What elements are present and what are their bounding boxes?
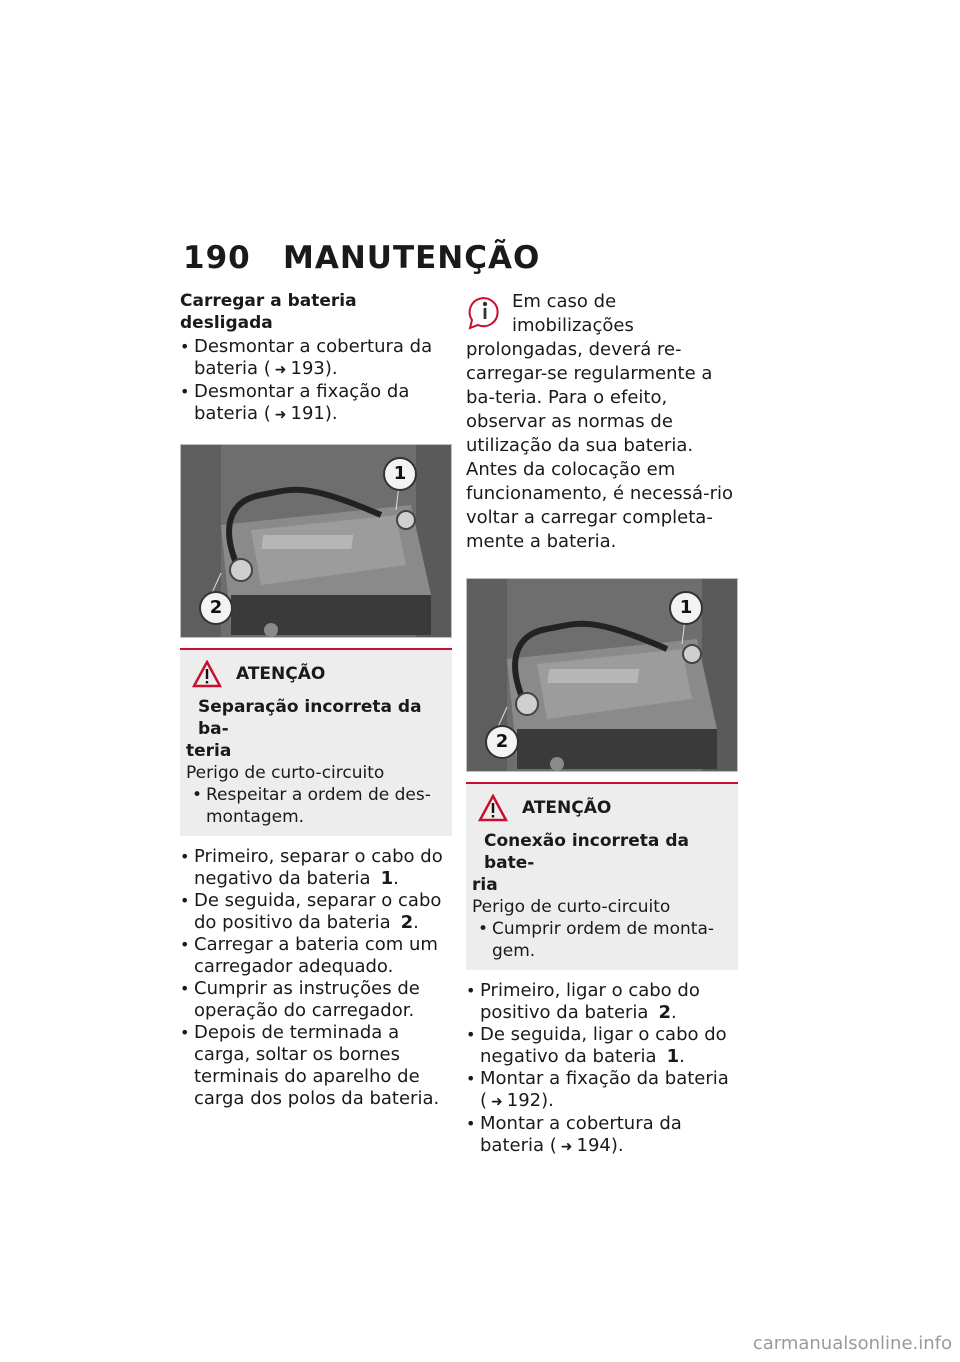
list-item: • Montar a fixação da bateria ( ➜ 192).	[466, 1068, 738, 1113]
list-item: • De seguida, separar o cabo do positivo da bateria 2.	[180, 890, 452, 934]
warning-description: Perigo de curto-circuito	[472, 897, 671, 917]
list-item: • De seguida, ligar o cabo do negativo da bateria 1.	[466, 1024, 738, 1068]
list-item: • Respeitar a ordem de des-montagem.	[192, 784, 446, 828]
warning-label: ATENÇÃO	[522, 798, 612, 818]
warning-title-cont: teria	[186, 741, 232, 761]
page-number: 190	[183, 240, 251, 276]
info-note: Em caso de imobilizações prolongadas, deverá re-carregar-se regularmente a ba-teria. Para o efeito, observar as normas de utilização da sua bateria. Antes da colocação em funcionamento, é necessá-rio voltar a carregar completa-mente a bateria.	[466, 291, 733, 552]
right-column	[466, 290, 738, 1158]
list-item: • Primeiro, ligar o cabo do positivo da bateria 2.	[466, 980, 738, 1024]
callout-2: 2	[485, 725, 519, 759]
left-column	[180, 290, 452, 1110]
battery-figure-right	[466, 578, 738, 772]
watermark: carmanualsonline.info	[752, 1333, 952, 1354]
warning-box	[180, 648, 452, 836]
page-title: MANUTENÇÃO	[283, 240, 541, 276]
warning-title-cont: ria	[472, 875, 498, 895]
list-item: • Cumprir ordem de monta-gem.	[478, 918, 732, 962]
arrow-icon: ➜	[560, 1139, 573, 1155]
steps-list	[180, 846, 452, 1110]
warning-label: ATENÇÃO	[236, 664, 326, 684]
page-reference[interactable]: 192).	[506, 1090, 554, 1111]
callout-ref: 2	[658, 1002, 671, 1023]
list-item: • Montar a cobertura da bateria ( ➜ 194).	[466, 1113, 738, 1158]
battery-figure-left	[180, 444, 452, 638]
info-icon	[466, 292, 504, 330]
warning-description: Perigo de curto-circuito	[186, 763, 385, 783]
page-reference[interactable]: 191).	[290, 403, 338, 424]
warning-title: Conexão incorreta da bate-	[484, 831, 689, 873]
warning-box	[466, 782, 738, 970]
list-item: • Desmontar a fixação da bateria ( ➜ 191).	[180, 381, 452, 426]
callout-2: 2	[199, 591, 233, 625]
page-reference[interactable]: 194).	[576, 1135, 624, 1156]
list-item: • Primeiro, separar o cabo do negativo da bateria 1.	[180, 846, 452, 890]
arrow-icon: ➜	[491, 1094, 503, 1110]
arrow-icon: ➜	[274, 407, 287, 423]
steps-list	[466, 980, 738, 1158]
list-item: • Carregar a bateria com um carregador adequado.	[180, 934, 452, 978]
list-item: • Depois de terminada a carga, soltar os bornes terminais do aparelho de carga dos polos da bateria.	[180, 1022, 452, 1110]
callout-1: 1	[669, 591, 703, 625]
callout-ref: 1	[666, 1046, 680, 1067]
warning-triangle-icon	[478, 794, 508, 822]
warning-title: Separação incorreta da ba-	[198, 697, 422, 739]
warning-triangle-icon	[192, 660, 222, 688]
arrow-icon: ➜	[274, 362, 287, 378]
callout-1: 1	[383, 457, 417, 491]
section-subhead: Carregar a bateria desligada	[180, 291, 357, 333]
callout-ref: 2	[400, 912, 414, 933]
list-item: • Desmontar a cobertura da bateria ( ➜ 193).	[180, 336, 452, 381]
page-reference[interactable]: 193).	[290, 358, 338, 379]
pre-steps-list	[180, 336, 452, 426]
list-item: • Cumprir as instruções de operação do carregador.	[180, 978, 452, 1022]
callout-ref: 1	[380, 868, 394, 889]
page-header	[183, 240, 540, 276]
